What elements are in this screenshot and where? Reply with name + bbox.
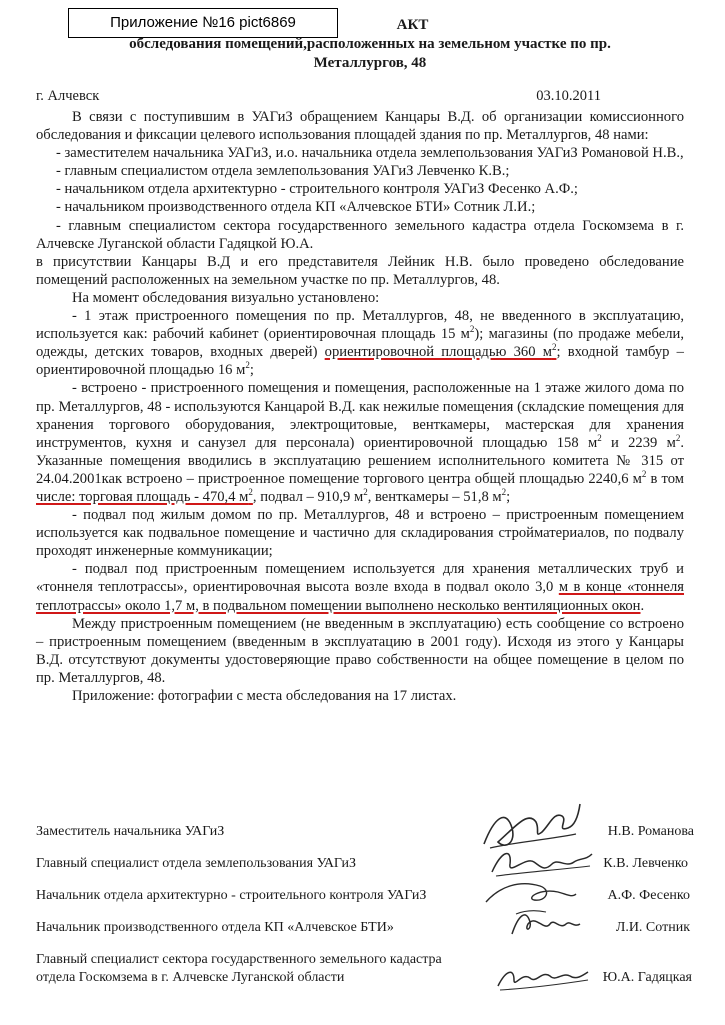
underlined-tunnel: м в конце «тоннеля теплотрассы» около 1,7 м, в подвальном помещении выполнено несколько вентиляционных окон bbox=[36, 579, 685, 614]
underlined-area-360: ориентировочной площадью 360 $м^2$ bbox=[324, 342, 557, 361]
paragraph-visual: На момент обследования визуально установлено: bbox=[72, 289, 380, 306]
signature-row-4 bbox=[36, 920, 690, 942]
signature-position: Главный специалист сектора государственного земельного кадастра bbox=[36, 952, 442, 967]
paragraph-basement-pipes: - подвал под пристроенным помещением используется для хранения металлических труб и «тоннеля теплотрассы», ориентировочная высота возле входа в подвал около 3,0 м в конце «тоннеля теплотрассы» около 1,7 м, в подвальном помещении выполнено несколько вентиляционных окон. bbox=[36, 561, 685, 614]
paragraph-presence: в присутствии Канцары В.Д и его представителя Лейник Н.В. было проведено обследование помещений расположенных на земельном участке по пр. Металлургов, 48. bbox=[36, 253, 684, 288]
paragraph-member-3: - начальником отдела архитектурно - строительного контроля УАГиЗ Фесенко А.Ф.; bbox=[56, 181, 578, 198]
title-act: АКТ bbox=[396, 17, 429, 33]
signature-position: Заместитель начальника УАГиЗ bbox=[36, 824, 225, 839]
signature-name: К.В. Левченко bbox=[603, 856, 688, 871]
signature-name: Н.В. Романова bbox=[607, 824, 694, 839]
paragraph-built-in: - встроено - пристроенного помещения и помещения, расположенные на 1 этаже жилого дома по пр. Металлургов, 48 - используются Канцарой В.Д. как нежилые помещения (складские помещения для хранения торгового оборудования, электрощитовые, венткамеры, мастерская для хранения инструментов, кухня и санузел для персонала) ориентировочной площадью 158 $м^2$ и 2239 $м^2$. Указанные помещения вводились в эксплуатацию решением исполнительного комитета № 315 от 24.04.2001как встроено – пристроенное помещение торгового центра общей площадью 2240,6 $м^2$ в том числе: торговая площадь - 470,4 $м^2$, подвал – 910,9 $м^2$, венткамеры – 51,8 $м^2$; bbox=[36, 380, 684, 505]
date: 03.10.2011 bbox=[536, 88, 601, 104]
signature-position: Начальник производственного отдела КП «Алчевское БТИ» bbox=[36, 920, 394, 935]
signature-position: Главный специалист отдела землепользования УАГиЗ bbox=[36, 856, 356, 871]
signature-position: Начальник отдела архитектурно - строительного контроля УАГиЗ bbox=[36, 888, 427, 903]
document-body bbox=[36, 108, 684, 705]
paragraph-member-1: - заместителем начальника УАГиЗ, и.о. начальника отдела землепользования УАГиЗ Романовой Н.В., bbox=[56, 145, 684, 162]
paragraph-member-4: - начальником производственного отдела КП «Алчевское БТИ» Сотник Л.И.; bbox=[56, 199, 536, 216]
document-title bbox=[70, 16, 670, 73]
signature-position-continued: отдела Госкомзема в г. Алчевске Луганской области bbox=[36, 970, 345, 985]
paragraph-appendix: Приложение: фотографии с места обследования на 17 листах. bbox=[72, 688, 457, 704]
handwritten-signature-4 bbox=[506, 902, 586, 942]
underlined-trade-area: числе: торговая площадь - 470,4 $м^2$ bbox=[36, 487, 253, 505]
place-date-line bbox=[36, 88, 601, 105]
handwritten-signature-5 bbox=[492, 958, 592, 998]
title-subtitle-address: Металлургов, 48 bbox=[313, 55, 427, 71]
paragraph-member-5: - главным специалистом сектора государственного земельного кадастра отдела Госкомзема в г. Алчевске Луганской области Гадяцкой Ю.А. bbox=[36, 217, 684, 252]
title-subtitle: обследования помещений,расположенных на земельном участке по пр. bbox=[129, 36, 611, 52]
paragraph-member-2: - главным специалистом отдела землепользования УАГиЗ Левченко К.В.; bbox=[56, 163, 510, 180]
appendix-stamp: Приложение №16 pict6869 bbox=[68, 8, 338, 38]
place: г. Алчевск bbox=[36, 88, 100, 104]
paragraph-intro: В связи с поступившим в УАГиЗ обращением Канцары В.Д. об организации комиссионного обследования и фиксации целевого использования площадей здания по пр. Металлургов, 48 нами: bbox=[36, 109, 684, 144]
paragraph-first-floor: - 1 этаж пристроенного помещения по пр. Металлургов, 48, не введенного в эксплуатацию, используется как: рабочий кабинет (ориентировочная площадь 15 $м^2$); магазины (по продаже мебели, одежды, детских товаров, входных дверей) ориентировочной площадью 360 $м^2$; входной тамбур – ориентировочной площадью 16 $м^2$; bbox=[36, 308, 684, 379]
signature-name: Л.И. Сотник bbox=[615, 920, 690, 935]
signature-name: Ю.А. Гадяцкая bbox=[602, 970, 692, 985]
signature-name: А.Ф. Фесенко bbox=[607, 888, 690, 903]
signature-row-3 bbox=[36, 888, 690, 910]
paragraph-basement: - подвал под жилым домом по пр. Металлургов, 48 и встроено – пристроенным помещением используется как подвальное помещение и частично для складирования стройматериалов, по подвалу проходят инженерные коммуникации; bbox=[36, 507, 684, 560]
paragraph-connection: Между пристроенным помещением (не введенным в эксплуатацию) есть сообщение со встроено – пристроенным помещением (введенным в эксплуатацию в 2001 году). Исходя из этого у Канцары В.Д. отсутствуют документы удостоверяющие право собственности на общее помещение в целом по пр. Металлургов, 48. bbox=[36, 615, 684, 686]
